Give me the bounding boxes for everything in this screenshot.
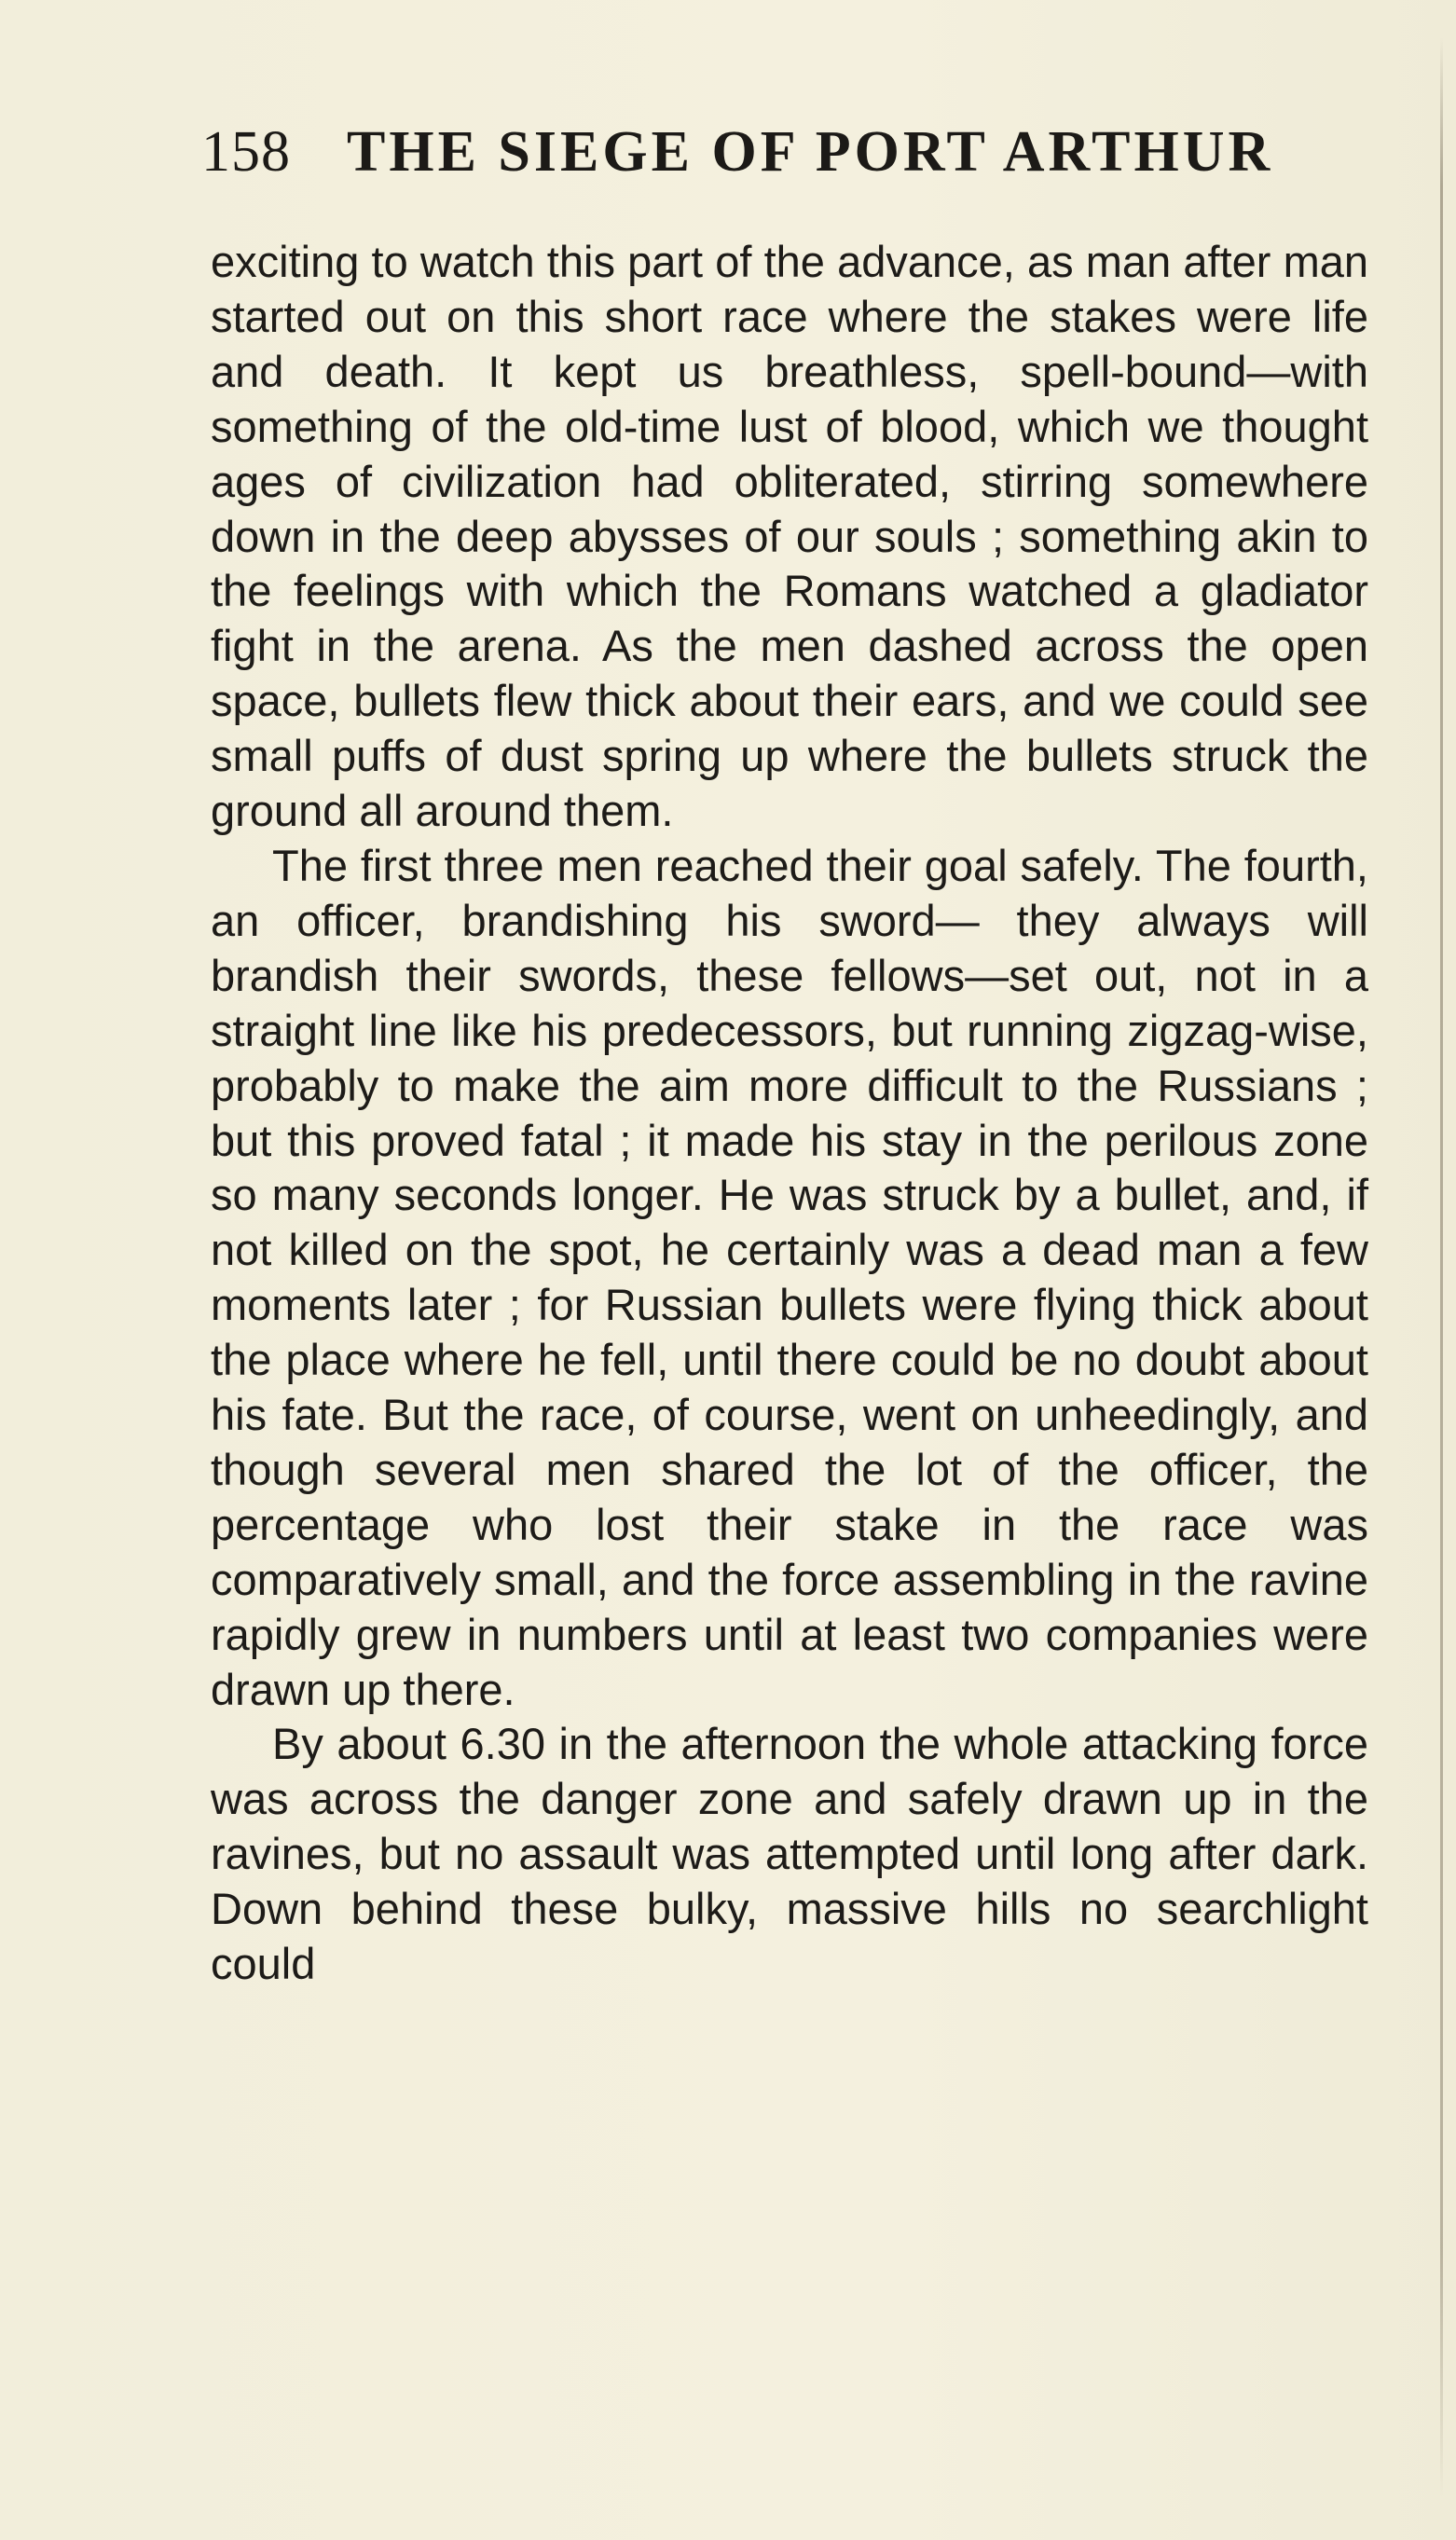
paragraph: By about 6.30 in the afternoon the whole attacking force was across the danger zone and safely drawn up in the ravines, but no assault was attempted until long after dark. Down behind these bulky, massive hills no searchlight could xyxy=(211,1719,1368,1989)
page-edge xyxy=(1440,37,1443,2498)
page-header xyxy=(201,119,1348,185)
page-number: 158 xyxy=(201,120,291,184)
body-text xyxy=(211,235,1368,1992)
running-title: THE SIEGE OF PORT ARTHUR xyxy=(347,120,1274,184)
paragraph-continuation: exciting to watch this part of the advance, as man after man started out on this short race where the stakes were life and death. It kept us breathless, spell-bound—with something of the old-time lust of blood, which we thought ages of civilization had obliterated, stirring somewhere down in the deep abysses of our souls ; something akin to the feelings with which the Romans watched a gladiator fight in the arena. As the men dashed across the open space, bullets flew thick about their ears, and we could see small puffs of dust spring up where the bullets struck the ground all around them. xyxy=(211,237,1368,836)
paragraph: The first three men reached their goal safely. The fourth, an officer, brandishing his sword— they always will brandish their swords, these fellows—set out, not in a straight line like his predecessors, but running zigzag-wise, probably to make the aim more difficult to the Russians ; but this proved fatal ; it made his stay in the perilous zone so many seconds longer. He was struck by a bullet, and, if not killed on the spot, he certainly was a dead man a few moments later ; for Russian bullets were flying thick about the place where he fell, until there could be no doubt about his fate. But the race, of course, went on unheedingly, and though several men shared the lot of the officer, the percentage who lost their stake in the race was comparatively small, and the force assembling in the ravine rapidly grew in numbers until at least two companies were drawn up there. xyxy=(211,840,1368,1714)
